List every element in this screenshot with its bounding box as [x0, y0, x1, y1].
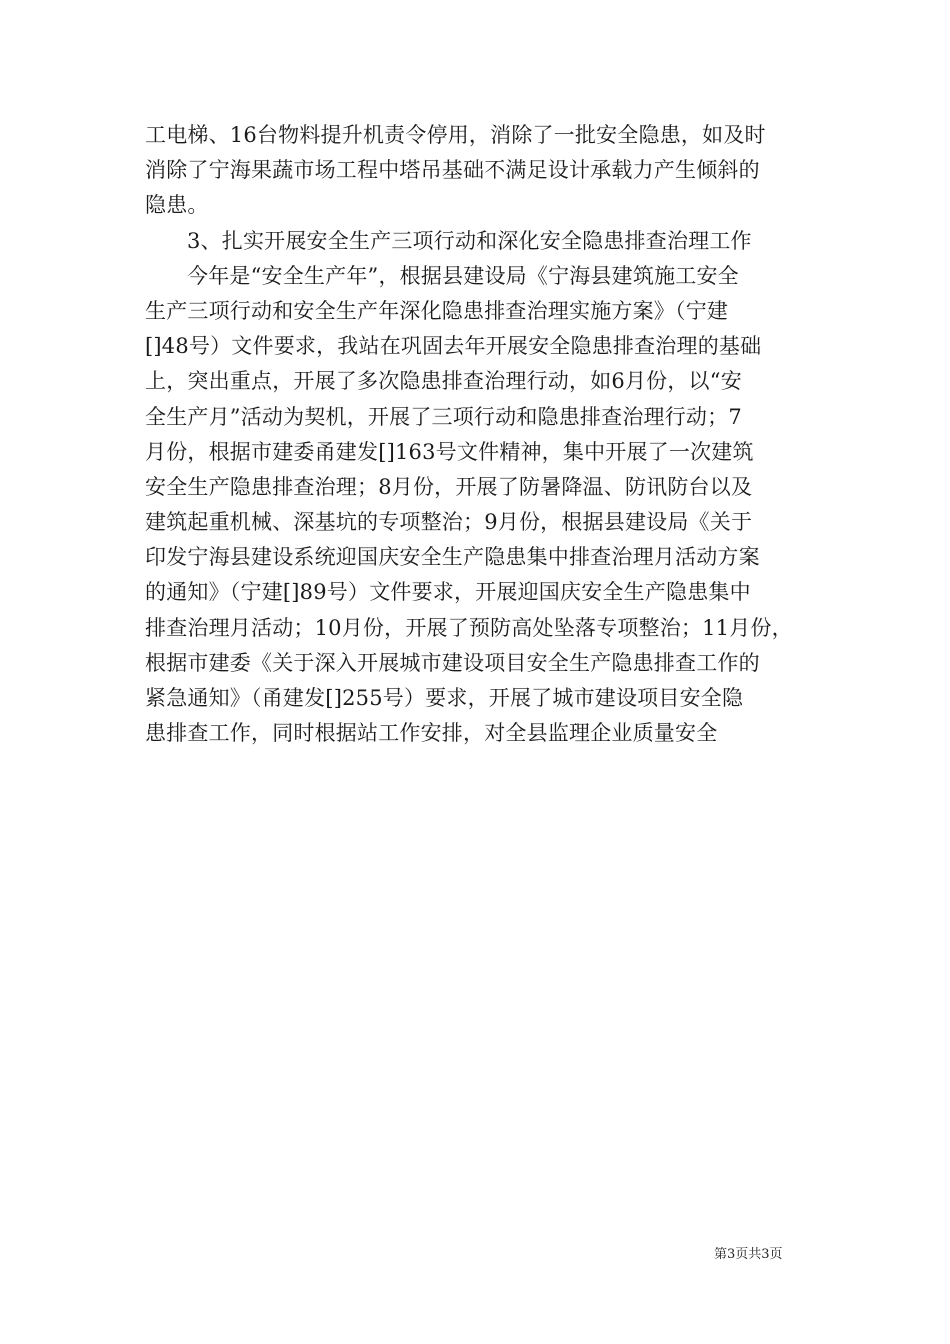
text-line: 消除了宁海果蔬市场工程中塔吊基础不满足设计承载力产生倾斜的 — [145, 158, 760, 183]
text-line: 排查治理月活动；10月份，开展了预防高处坠落专项整治；11月份， — [145, 615, 793, 640]
text-line: 紧急通知》（甬建发[]255号）要求，开展了城市建设项目安全隐 — [145, 686, 744, 710]
text-line: 工电梯、16台物料提升机责令停用，消除了一批安全隐患，如及时 — [145, 123, 766, 147]
text-line: 患排查工作，同时根据站工作安排，对全县监理企业质量安全 — [145, 721, 718, 746]
text-line: 生产三项行动和安全生产年深化隐患排查治理实施方案》（宁建 — [145, 298, 729, 323]
text-line: 隐患。 — [145, 193, 209, 218]
text-line: []48号）文件要求，我站在巩固去年开展安全隐患排查治理的基础 — [145, 334, 762, 359]
text-line: 建筑起重机械、深基坑的专项整治；9月份，根据县建设局《关于 — [145, 510, 753, 535]
text-line: 印发宁海县建设系统迎国庆安全生产隐患集中排查治理月活动方案 — [145, 545, 760, 570]
text-line: 上，突出重点，开展了多次隐患排查治理行动，如6月份，以“安 — [145, 369, 742, 394]
text-line: 根据市建委《关于深入开展城市建设项目安全生产隐患排查工作的 — [145, 650, 760, 675]
text-line: 月份，根据市建委甬建发[]163号文件精神，集中开展了一次建筑 — [145, 439, 754, 464]
document-body — [145, 118, 810, 751]
section-heading: 3、扎实开展安全生产三项行动和深化安全隐患排查治理工作 — [187, 228, 752, 253]
text-line: 安全生产隐患排查治理；8月份，开展了防暑降温、防讯防台以及 — [145, 474, 753, 499]
page-number-footer: 第3页共3页 — [714, 1247, 783, 1262]
text-line: 的通知》（宁建[]89号）文件要求，开展迎国庆安全生产隐患集中 — [145, 580, 751, 605]
text-line: 今年是“安全生产年”，根据县建设局《宁海县建筑施工安全 — [187, 263, 739, 288]
text-line: 全生产月”活动为契机，开展了三项行动和隐患排查治理行动；7 — [145, 404, 742, 429]
